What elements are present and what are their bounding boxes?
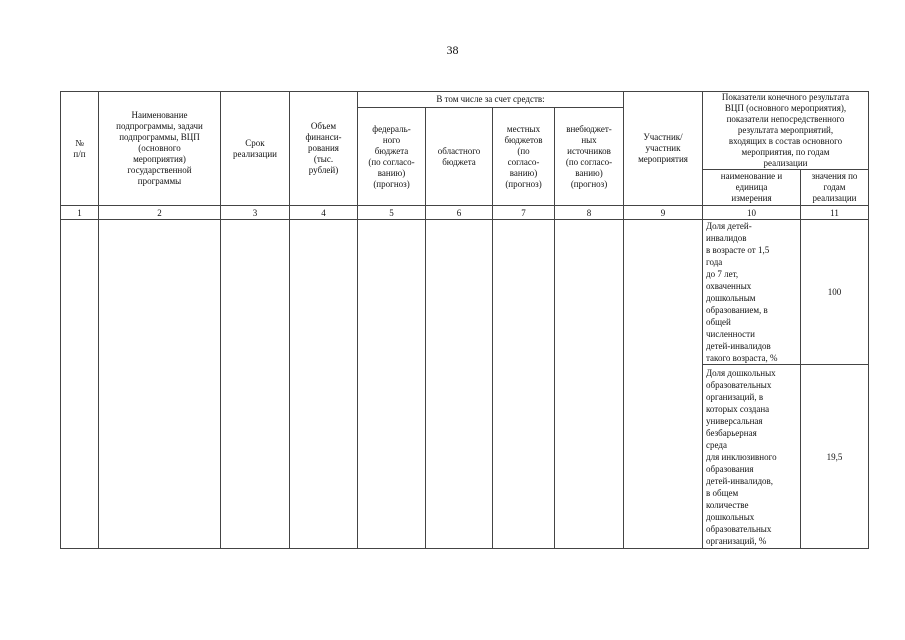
column-number: 8 <box>555 206 624 220</box>
header-col-federal: федераль- ного бюджета (по согласо- ванию) (прогноз) <box>358 108 426 206</box>
column-number-row <box>61 206 869 220</box>
header-col-number: № п/п <box>61 92 99 206</box>
header-group-funding-sources: В том числе за счет средств: <box>358 92 624 108</box>
column-number: 7 <box>493 206 555 220</box>
column-number: 9 <box>624 206 703 220</box>
empty-cell <box>99 220 221 549</box>
page-number: 38 <box>446 43 459 57</box>
column-number: 10 <box>703 206 801 220</box>
indicator-name: Доля детей- инвалидов в возрасте от 1,5 года до 7 лет, охваченных дошкольным образованием, в общей численности детей-инвалидов такого возраста, % <box>703 220 801 365</box>
empty-cell <box>624 220 703 549</box>
indicator-value: 100 <box>801 220 869 365</box>
table-row <box>61 220 869 365</box>
header-col-local: местных бюджетов (по согласо- ванию) (прогноз) <box>493 108 555 206</box>
header-col-participant: Участник/ участник мероприятия <box>624 92 703 206</box>
header-col-indicator-name: наименование и единица измерения <box>703 170 801 206</box>
empty-cell <box>426 220 493 549</box>
empty-cell <box>290 220 358 549</box>
header-col-indicator-values: значения по годам реализации <box>801 170 869 206</box>
empty-cell <box>61 220 99 549</box>
header-col-extrabudget: внебюджет- ных источников (по согласо- ванию) (прогноз) <box>555 108 624 206</box>
empty-cell <box>221 220 290 549</box>
indicator-name: Доля дошкольных образовательных организаций, в которых создана универсальная безбарьерная среда для инклюзивного образования детей-инвалидов, в общем количестве дошкольных образовательных организаций, % <box>703 365 801 549</box>
empty-cell <box>555 220 624 549</box>
column-number: 5 <box>358 206 426 220</box>
header-col-name: Наименование подпрограммы, задачи подпрограммы, ВЦП (основного мероприятия) государственной программы <box>99 92 221 206</box>
header-col-period: Срок реализации <box>221 92 290 206</box>
column-number: 4 <box>290 206 358 220</box>
column-number: 6 <box>426 206 493 220</box>
empty-cell <box>493 220 555 549</box>
header-col-funding: Объем финанси- рования (тыс. рублей) <box>290 92 358 206</box>
column-number: 3 <box>221 206 290 220</box>
empty-cell <box>358 220 426 549</box>
column-number: 2 <box>99 206 221 220</box>
program-table <box>60 91 869 549</box>
column-number: 11 <box>801 206 869 220</box>
column-number: 1 <box>61 206 99 220</box>
header-col-regional: областного бюджета <box>426 108 493 206</box>
header-group-indicators: Показатели конечного результата ВЦП (основного мероприятия), показатели непосредственного результата мероприятий, входящих в состав основного мероприятия, по годам реализации <box>703 92 869 170</box>
indicator-value: 19,5 <box>801 365 869 549</box>
